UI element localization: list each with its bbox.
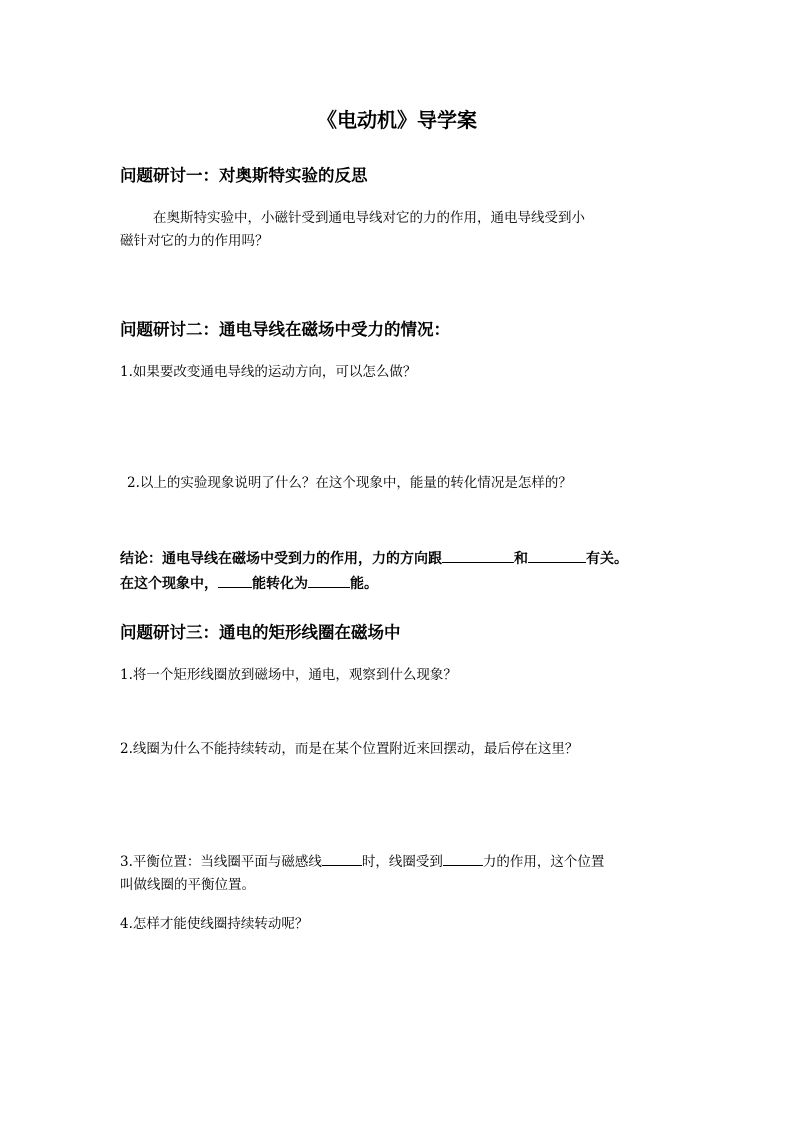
conclusion-text-b: 和 xyxy=(514,551,528,567)
q3-text-a: 3.平衡位置：当线圈平面与磁感线 xyxy=(120,854,322,870)
page-title: 《电动机》导学案 xyxy=(317,108,477,132)
conclusion2-text-b: 能转化为 xyxy=(252,576,308,592)
section2-conclusion-line1 xyxy=(120,547,628,570)
blank-field-6[interactable] xyxy=(443,850,483,866)
section3-question-3-line2: 叫做线圈的平衡位置。 xyxy=(120,877,255,893)
section2-heading: 问题研讨二：通电导线在磁场中受力的情况： xyxy=(120,320,450,339)
blank-field-5[interactable] xyxy=(322,850,362,866)
conclusion-text-c: 有关。 xyxy=(586,551,628,567)
section3-question-4: 4.怎样才能使线圈持续转动呢？ xyxy=(120,916,309,932)
blank-field-4[interactable] xyxy=(308,572,350,588)
blank-field-1[interactable] xyxy=(442,547,514,563)
blank-field-2[interactable] xyxy=(528,547,586,563)
section3-question-1: 1.将一个矩形线圈放到磁场中，通电，观察到什么现象？ xyxy=(120,667,457,683)
section2-question-2: 2.以上的实验现象说明了什么？在这个现象中，能量的转化情况是怎样的？ xyxy=(127,475,572,491)
q3-text-c: 力的作用，这个位置 xyxy=(482,854,605,870)
section1-paragraph-line1: 在奥斯特实验中，小磁针受到通电导线对它的力的作用，通电导线受到小 xyxy=(153,210,585,226)
section3-question-3-line1 xyxy=(120,850,604,873)
conclusion-text-a: 结论：通电导线在磁场中受到力的作用，力的方向跟 xyxy=(120,551,442,567)
section3-question-2: 2.线圈为什么不能持续转动，而是在某个位置附近来回摆动，最后停在这里？ xyxy=(120,741,579,757)
section1-heading: 问题研讨一：对奥斯特实验的反思 xyxy=(120,166,368,185)
q3-text-b: 时，线圈受到 xyxy=(361,854,443,870)
section3-heading: 问题研讨三：通电的矩形线圈在磁场中 xyxy=(120,623,401,642)
section1-paragraph-line2: 磁针对它的力的作用吗？ xyxy=(120,233,269,249)
conclusion2-text-a: 在这个现象中， xyxy=(120,576,218,592)
blank-field-3[interactable] xyxy=(218,572,252,588)
section2-question-1: 1.如果要改变通电导线的运动方向，可以怎么做？ xyxy=(120,364,417,380)
conclusion2-text-c: 能。 xyxy=(350,576,378,592)
section2-conclusion-line2 xyxy=(120,572,378,595)
